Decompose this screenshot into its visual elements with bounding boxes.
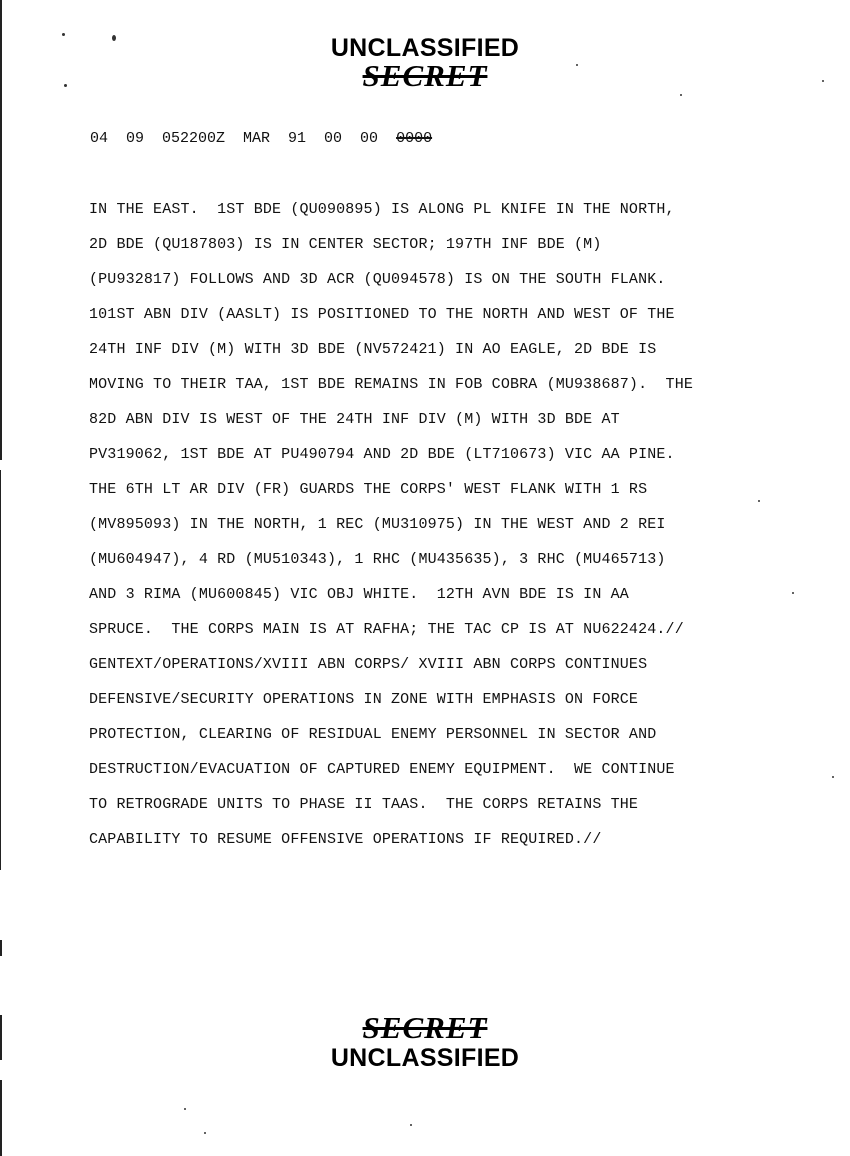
body-line: GENTEXT/OPERATIONS/XVIII ABN CORPS/ XVIII ABN CORPS CONTINUES — [89, 656, 648, 673]
body-line: (PU932817) FOLLOWS AND 3D ACR (QU094578) IS ON THE SOUTH FLANK. — [89, 271, 666, 288]
scan-speck — [184, 1108, 186, 1110]
body-line: DESTRUCTION/EVACUATION OF CAPTURED ENEMY EQUIPMENT. WE CONTINUE — [89, 761, 675, 778]
body-line: PV319062, 1ST BDE AT PU490794 AND 2D BDE (LT710673) VIC AA PINE. — [89, 446, 675, 463]
scan-speck — [758, 500, 760, 502]
scan-speck — [832, 776, 834, 778]
top-struck-classification — [0, 58, 850, 94]
body-line: THE 6TH LT AR DIV (FR) GUARDS THE CORPS' WEST FLANK WITH 1 RS — [89, 481, 648, 498]
dtg-text: 04 09 052200Z MAR 91 00 00 — [90, 130, 397, 147]
body-line: 2D BDE (QU187803) IS IN CENTER SECTOR; 197TH INF BDE (M) — [89, 236, 602, 253]
scan-speck — [204, 1132, 206, 1134]
body-line: (MU604947), 4 RD (MU510343), 1 RHC (MU435635), 3 RHC (MU465713) — [89, 551, 666, 568]
message-dtg-line — [90, 130, 432, 147]
scan-speck — [792, 592, 794, 594]
struck-secret-label: SECRET — [362, 1010, 488, 1045]
body-line: CAPABILITY TO RESUME OFFENSIVE OPERATIONS IF REQUIRED.// — [89, 831, 602, 848]
body-line: SPRUCE. THE CORPS MAIN IS AT RAFHA; THE TAC CP IS AT NU622424.// — [89, 621, 684, 638]
body-line: IN THE EAST. 1ST BDE (QU090895) IS ALONG PL KNIFE IN THE NORTH, — [89, 201, 675, 218]
body-line: TO RETROGRADE UNITS TO PHASE II TAAS. THE CORPS RETAINS THE — [89, 796, 639, 813]
body-line: 101ST ABN DIV (AASLT) IS POSITIONED TO THE NORTH AND WEST OF THE — [89, 306, 675, 323]
body-line: 24TH INF DIV (M) WITH 3D BDE (NV572421) IN AO EAGLE, 2D BDE IS — [89, 341, 657, 358]
bottom-struck-classification — [0, 1010, 850, 1046]
bottom-classification-marking: UNCLASSIFIED — [330, 1044, 520, 1072]
body-line: MOVING TO THEIR TAA, 1ST BDE REMAINS IN FOB COBRA (MU938687). THE — [89, 376, 693, 393]
body-line: AND 3 RIMA (MU600845) VIC OBJ WHITE. 12TH AVN BDE IS IN AA — [89, 586, 629, 603]
body-line: PROTECTION, CLEARING OF RESIDUAL ENEMY PERSONNEL IN SECTOR AND — [89, 726, 657, 743]
body-line: 82D ABN DIV IS WEST OF THE 24TH INF DIV (M) WITH 3D BDE AT — [89, 411, 620, 428]
top-classification-marking: UNCLASSIFIED — [330, 34, 520, 62]
body-line: (MV895093) IN THE NORTH, 1 REC (MU310975) IN THE WEST AND 2 REI — [89, 516, 666, 533]
dtg-struck-text: 0000 — [396, 130, 433, 147]
struck-secret-label: SECRET — [362, 58, 488, 93]
scan-speck — [680, 94, 682, 96]
body-line: DEFENSIVE/SECURITY OPERATIONS IN ZONE WITH EMPHASIS ON FORCE — [89, 691, 639, 708]
scan-speck — [410, 1124, 412, 1126]
scan-edge-line — [0, 1080, 2, 1156]
scan-edge-line — [0, 940, 2, 956]
scan-edge-line — [0, 470, 1, 870]
